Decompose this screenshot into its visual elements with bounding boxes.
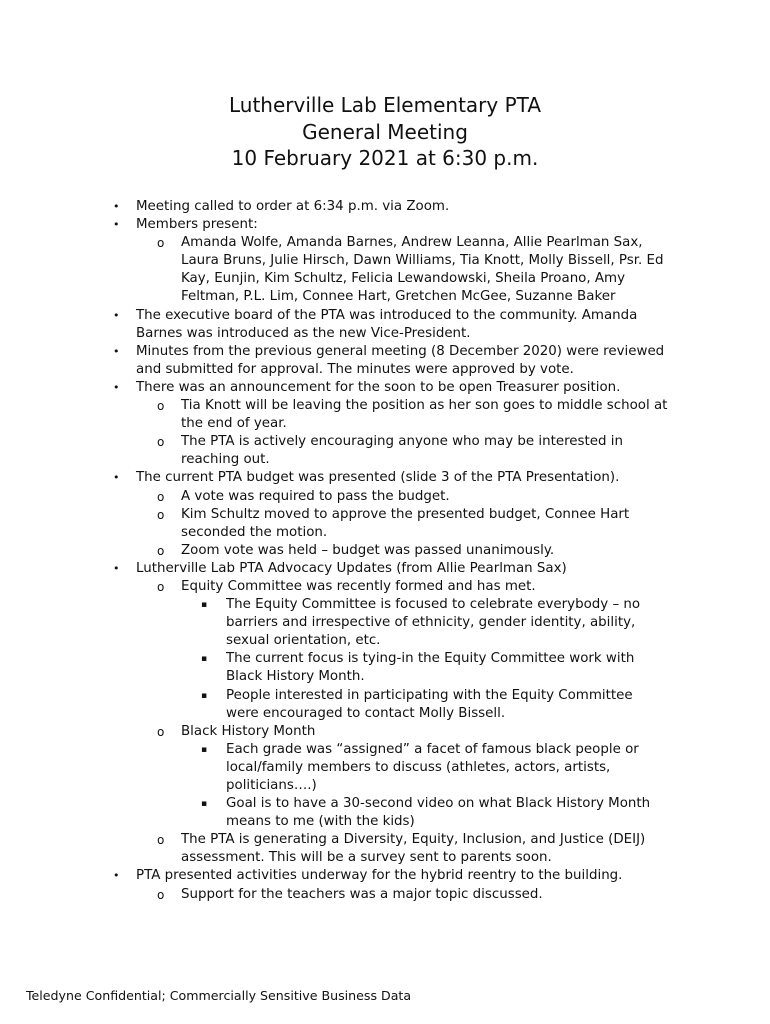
- list-item: [157, 488, 671, 506]
- list-item-text: The PTA is generating a Diversity, Equity, Inclusion, and Justice (DEIJ) assessment. This will be a survey sent to parents soon.: [181, 832, 646, 866]
- circle-bullet-icon: o: [157, 435, 165, 450]
- bullet-icon: •: [113, 308, 120, 322]
- list-item-text: Meeting called to order at 6:34 p.m. via Zoom.: [136, 199, 450, 214]
- circle-bullet-icon: o: [157, 887, 165, 902]
- list-item: [157, 831, 671, 867]
- list-item: [113, 379, 666, 397]
- bullet-icon: •: [113, 200, 120, 213]
- list-item: [113, 867, 666, 885]
- list-item: [113, 343, 666, 379]
- list-item: [113, 469, 666, 487]
- list-item-text: Zoom vote was held – budget was passed unanimously.: [181, 542, 555, 558]
- circle-bullet-icon: o: [157, 579, 165, 594]
- list-item-text: A vote was required to pass the budget.: [181, 488, 450, 504]
- bullet-icon: •: [113, 380, 120, 394]
- list-item-text: The Equity Committee is focused to celebrate everybody – no barriers and irrespective of ethnicity, gender identity, ability, sexual orientation, etc.: [226, 597, 641, 649]
- square-bullet-icon: ▪: [201, 654, 208, 665]
- list-item: [201, 687, 666, 723]
- circle-bullet-icon: o: [157, 543, 165, 558]
- circle-bullet-icon: o: [157, 724, 165, 739]
- circle-bullet-icon: o: [157, 507, 165, 522]
- meeting-type: General Meeting: [302, 119, 468, 144]
- list-item-text: Tia Knott will be leaving the position as her son goes to middle school at the end of year.: [181, 398, 668, 432]
- bullet-icon: •: [113, 869, 120, 883]
- list-item: [201, 650, 666, 686]
- square-bullet-icon: ▪: [201, 744, 208, 755]
- list-item: [113, 198, 666, 216]
- list-item: [157, 506, 671, 542]
- list-item: [157, 542, 671, 560]
- list-item: [157, 723, 671, 741]
- square-bullet-icon: ▪: [201, 600, 208, 611]
- list-item: [201, 741, 666, 795]
- list-item-text: There was an announcement for the soon to be open Treasurer position.: [136, 379, 621, 395]
- circle-bullet-icon: o: [157, 399, 165, 414]
- list-item-text: People interested in participating with the Equity Committee were encouraged to contact Molly Bissell.: [226, 687, 633, 721]
- bullet-icon: •: [113, 344, 120, 358]
- list-item-text: PTA presented activities underway for the hybrid reentry to the building.: [136, 868, 623, 884]
- list-item: [201, 596, 666, 650]
- bullet-icon: •: [113, 471, 120, 485]
- circle-bullet-icon: o: [157, 236, 165, 251]
- list-item-text: Amanda Wolfe, Amanda Barnes, Andrew Leanna, Allie Pearlman Sax, Laura Bruns, Julie Hirsch, Dawn Williams, Tia Knott, Molly Bissell, Psr. Ed Kay, Eunjin, Kim Schultz, Felicia Lewandowski, Sheila Proano, Amy Feltman, P.L. Lim, Connee Hart, Gretchen McGee, Suzanne Baker: [181, 235, 664, 305]
- document-title: [0, 92, 770, 172]
- meeting-date: 10 February 2021 at 6:30 p.m.: [231, 146, 539, 170]
- circle-bullet-icon: o: [157, 833, 165, 848]
- list-item-text: The PTA is actively encouraging anyone who may be interested in reaching out.: [181, 434, 623, 468]
- list-item-text: Goal is to have a 30-second video on what Black History Month means to me (with the kids): [226, 796, 651, 830]
- bullet-icon: •: [113, 561, 120, 575]
- list-item: [157, 397, 671, 433]
- list-item: [157, 433, 671, 469]
- confidentiality-footer: Teledyne Confidential; Commercially Sensitive Business Data: [26, 988, 412, 1003]
- square-bullet-icon: ▪: [201, 799, 208, 810]
- list-item: [113, 560, 666, 578]
- list-item-text: Minutes from the previous general meeting (8 December 2020) were reviewed and submitted for approval. The minutes were approved by vote.: [136, 343, 665, 377]
- list-item-text: Equity Committee was recently formed and has met.: [181, 578, 536, 594]
- square-bullet-icon: ▪: [201, 690, 208, 701]
- list-item: [157, 234, 671, 306]
- bullet-icon: •: [113, 218, 120, 232]
- list-item-text: Members present:: [136, 217, 258, 233]
- list-item-text: The current PTA budget was presented (slide 3 of the PTA Presentation).: [136, 470, 620, 486]
- list-item: [157, 886, 671, 904]
- org-name: Lutherville Lab Elementary PTA: [228, 93, 541, 117]
- list-item-text: Lutherville Lab PTA Advocacy Updates (from Allie Pearlman Sax): [136, 560, 567, 576]
- list-item-text: Support for the teachers was a major topic discussed.: [181, 886, 543, 902]
- list-item-text: The executive board of the PTA was introduced to the community. Amanda Barnes was introduced as the new Vice-President.: [136, 307, 638, 341]
- list-item-text: Kim Schultz moved to approve the presented budget, Connee Hart seconded the motion.: [181, 506, 630, 540]
- list-item-text: Each grade was “assigned” a facet of famous black people or local/family members to discuss (athletes, actors, artists, politicians….): [226, 741, 639, 793]
- list-item: [113, 307, 666, 343]
- list-item: [201, 795, 666, 831]
- list-item: [157, 578, 671, 596]
- list-item-text: The current focus is tying-in the Equity Committee work with Black History Month.: [226, 651, 635, 685]
- list-item-text: Black History Month: [181, 723, 316, 739]
- circle-bullet-icon: o: [157, 489, 165, 504]
- list-item: [113, 216, 666, 234]
- minutes-list: [0, 198, 770, 904]
